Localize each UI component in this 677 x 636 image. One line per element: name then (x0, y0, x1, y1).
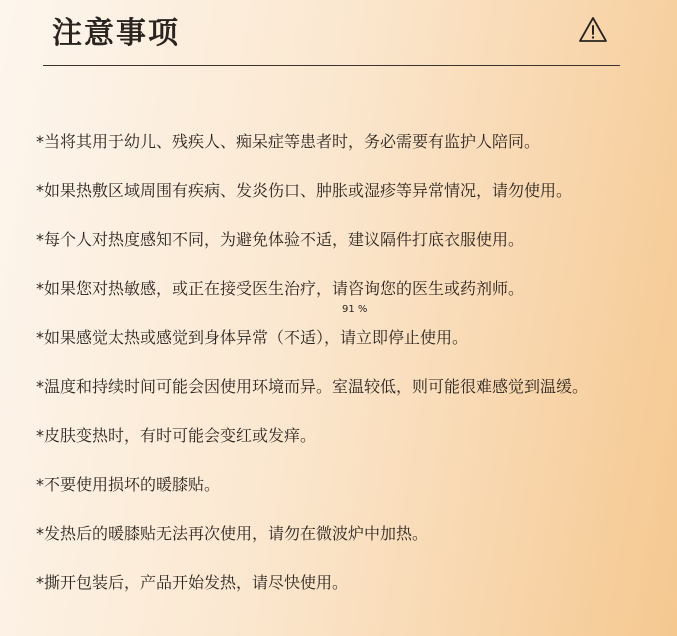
warning-triangle-icon (578, 16, 608, 44)
note-item: *如果热敷区域周围有疾病、发炎伤口、肿胀或湿疹等异常情况，请勿使用。 (36, 181, 573, 200)
header-divider (43, 65, 620, 66)
note-item: *每个人对热度感知不同，为避免体验不适，建议隔件打底衣服使用。 (36, 230, 525, 249)
notes-list (36, 126, 666, 616)
percentage-label: 91 % (342, 304, 368, 315)
note-item: *如果感觉太热或感觉到身体异常（不适），请立即停止使用。 (36, 328, 469, 347)
note-item: *不要使用损坏的暖膝贴。 (36, 475, 221, 494)
note-item: *撕开包装后，产品开始发热，请尽快使用。 (36, 573, 349, 592)
note-item: *温度和持续时间可能会因使用环境而异。室温较低，则可能很难感觉到温缓。 (36, 377, 589, 396)
page-title: 注意事项 (52, 16, 180, 51)
note-item: *皮肤变热时，有时可能会变红或发痒。 (36, 426, 317, 445)
note-item: *如果您对热敏感，或正在接受医生治疗，请咨询您的医生或药剂师。 (36, 279, 525, 298)
note-item: *发热后的暖膝贴无法再次使用，请勿在微波炉中加热。 (36, 524, 429, 543)
note-item: *当将其用于幼儿、残疾人、痴呆症等患者时，务必需要有监护人陪同。 (36, 132, 541, 151)
header (0, 0, 677, 70)
